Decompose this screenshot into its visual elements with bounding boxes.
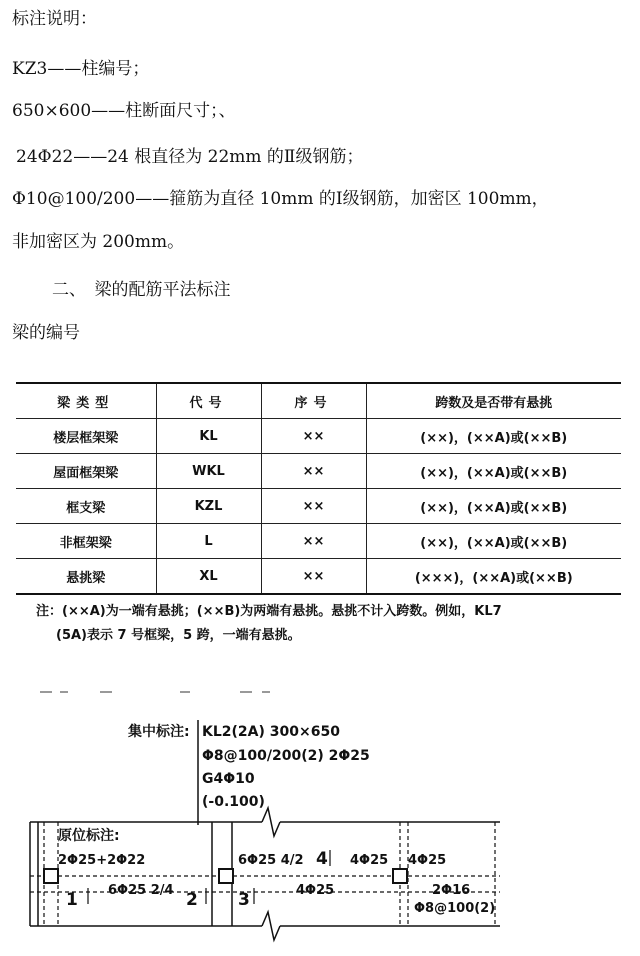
yuanwei-label: 原位标注: [58, 828, 120, 844]
table-row [16, 419, 621, 454]
table-cell: WKL [156, 454, 261, 489]
table-cell: ×× [261, 559, 366, 595]
table-cell: XL [156, 559, 261, 595]
table-cell: ×× [261, 489, 366, 524]
table-cell: 框支梁 [16, 489, 156, 524]
table-cell: KZL [156, 489, 261, 524]
table-note-line-1: 注：(××A)为一端有悬挑；(××B)为两端有悬挑。悬挑不计入跨数。例如，KL7 [36, 604, 502, 619]
subheading: 梁的编号 [12, 323, 80, 343]
table-cell: (××)，(××A)或(××B) [366, 419, 621, 454]
rebar-right-top: 4Φ25 [408, 853, 447, 868]
rebar-mid-top: 6Φ25 4/2 [238, 853, 304, 868]
table-header: 跨数及是否带有悬挑 [366, 383, 621, 419]
table-cell: (×××)，(××A)或(××B) [366, 559, 621, 595]
text-line-1: 标注说明： [12, 9, 97, 29]
table-row [16, 524, 621, 559]
axis-label-1: 1 [66, 890, 78, 910]
table-note-line-2: (5A)表示 7 号框梁，5 跨，一端有悬挑。 [56, 628, 301, 643]
table-cell: 非框架梁 [16, 524, 156, 559]
rebar-right-bottom-1: 2Φ16 [432, 883, 471, 898]
rebar-bottom-mid: 4Φ25 [296, 883, 335, 898]
table-cell: L [156, 524, 261, 559]
jizhong-label: 集中标注: [128, 724, 190, 740]
jizhong-line-4: (-0.100) [202, 794, 265, 810]
table-cell: (××)，(××A)或(××B) [366, 454, 621, 489]
beam-code-table [16, 382, 621, 595]
rebar-right-bottom-2: Φ8@100(2) [414, 901, 496, 916]
text-line-4: 24Φ22——24 根直径为 22mm 的Ⅱ级钢筋； [16, 147, 364, 167]
table-cell: 悬挑梁 [16, 559, 156, 595]
table-cell: 屋面框架梁 [16, 454, 156, 489]
table-row [16, 489, 621, 524]
axis-label-3: 3 [238, 890, 250, 910]
axis-label-2: 2 [186, 890, 198, 910]
section-heading: 二、 梁的配筋平法标注 [52, 280, 231, 300]
rebar-mid-right: 4Φ25 [350, 853, 389, 868]
table-cell: (××)，(××A)或(××B) [366, 489, 621, 524]
table-row [16, 559, 621, 595]
rebar-mid-num: 4 [316, 849, 328, 869]
table-cell: ×× [261, 524, 366, 559]
table-cell: ×× [261, 454, 366, 489]
beam-annotation-drawing [0, 680, 640, 956]
rebar-top-left: 2Φ25+2Φ22 [58, 853, 146, 868]
table-header: 代号 [156, 383, 261, 419]
jizhong-line-1: KL2(2A) 300×650 [202, 724, 340, 740]
table-header: 梁类型 [16, 383, 156, 419]
jizhong-line-3: G4Φ10 [202, 771, 255, 787]
table-cell: 楼层框架梁 [16, 419, 156, 454]
table-header: 序号 [261, 383, 366, 419]
text-line-2: KZ3——柱编号； [12, 59, 150, 79]
text-line-6: 非加密区为 200mm。 [12, 232, 185, 252]
table-cell: ×× [261, 419, 366, 454]
text-line-3: 650×600——柱断面尺寸；、 [12, 101, 236, 121]
table-cell: KL [156, 419, 261, 454]
text-line-5: Φ10@100/200——箍筋为直径 10mm 的Ⅰ级钢筋，加密区 100mm， [12, 189, 549, 209]
table-header-row [16, 383, 621, 419]
jizhong-line-2: Φ8@100/200(2) 2Φ25 [202, 748, 370, 764]
table-row [16, 454, 621, 489]
rebar-bottom-left: 6Φ25 2/4 [108, 883, 174, 898]
table-cell: (××)，(××A)或(××B) [366, 524, 621, 559]
